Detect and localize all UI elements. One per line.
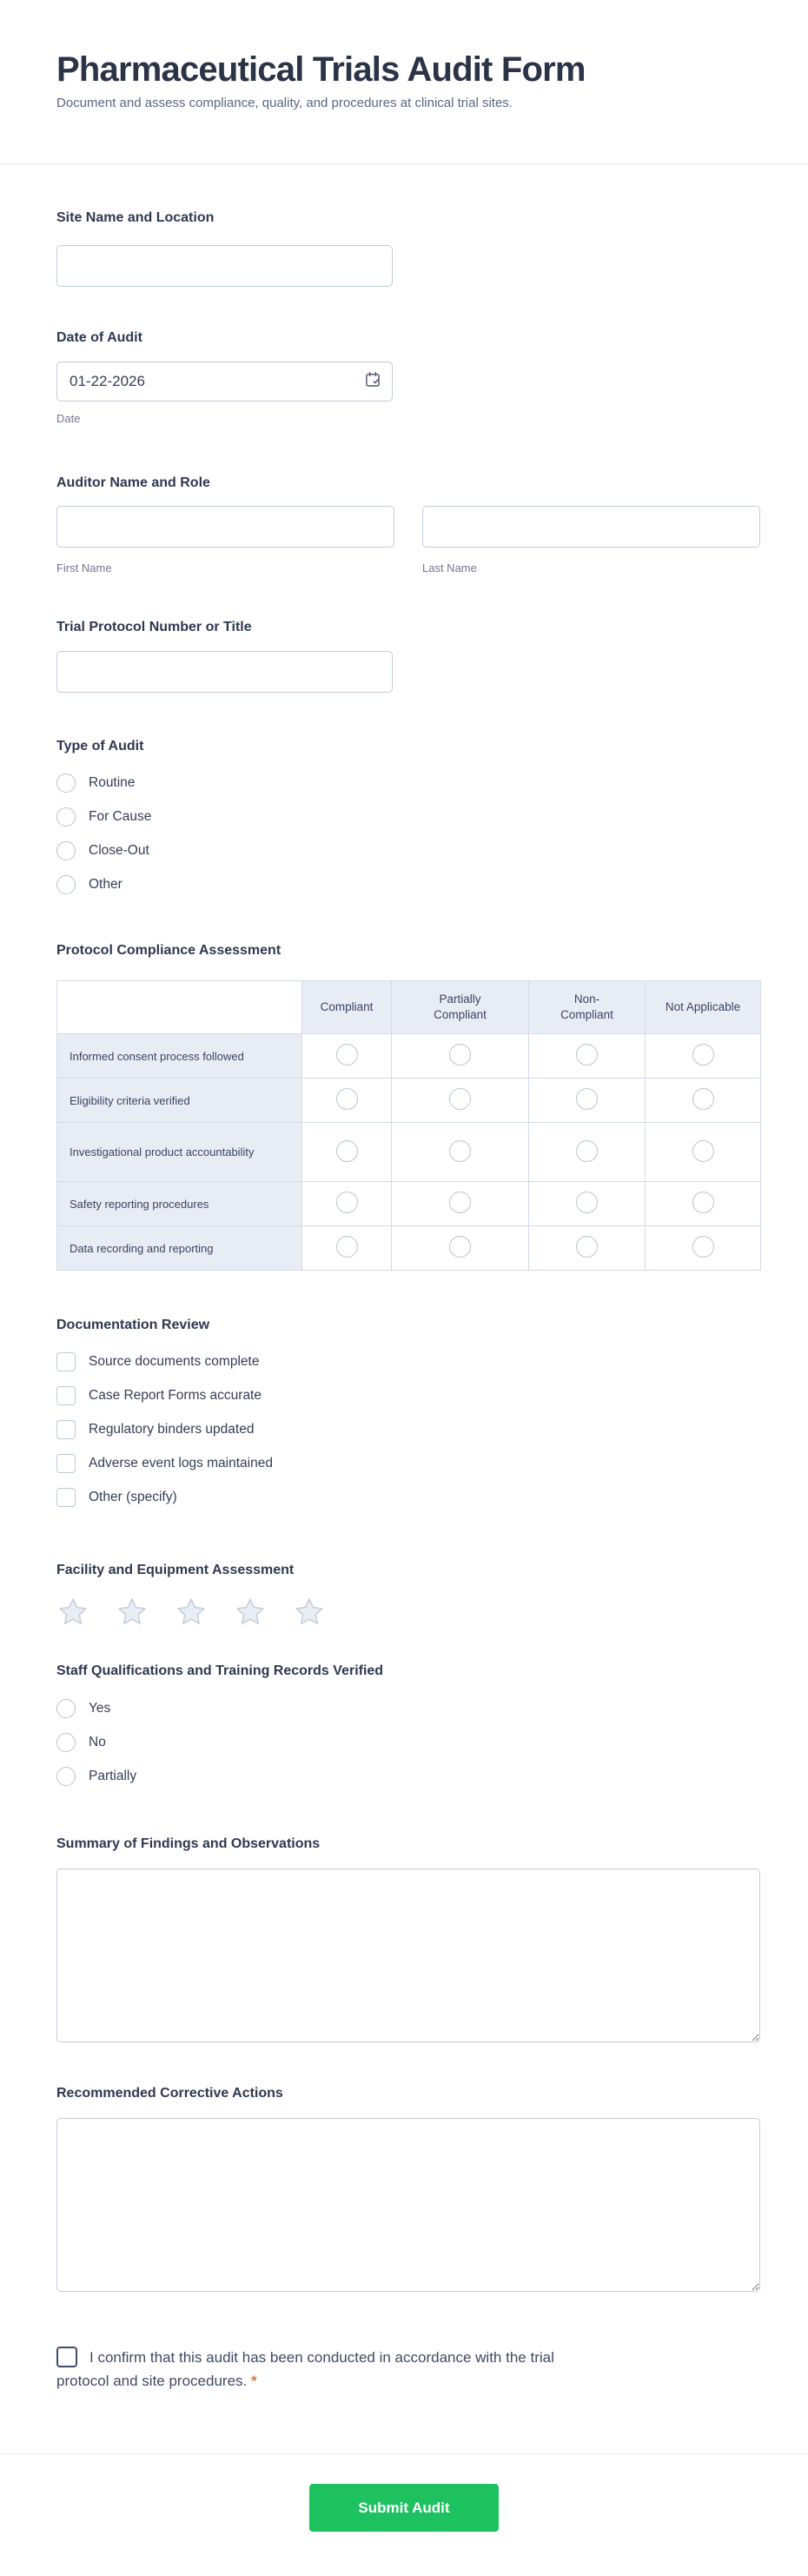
radio-button[interactable]	[56, 1767, 76, 1786]
option-label: No	[89, 1735, 106, 1749]
radio-button[interactable]	[336, 1044, 358, 1066]
radio-cell[interactable]	[392, 1123, 529, 1182]
radio-button[interactable]	[336, 1192, 358, 1213]
confirmation-text-line1: I confirm that this audit has been conducted in accordance with the trial	[89, 2349, 554, 2366]
confirmation-text-line2: protocol and site procedures.	[56, 2373, 248, 2389]
checkbox-option-regulatory-binders[interactable]	[56, 1420, 760, 1439]
radio-option-partially[interactable]	[56, 1767, 760, 1786]
radio-cell[interactable]	[392, 1079, 529, 1123]
radio-button[interactable]	[449, 1192, 471, 1213]
field-documentation-review	[56, 1317, 760, 1507]
star-rating	[56, 1596, 760, 1629]
confirmation-checkbox[interactable]	[56, 2347, 77, 2367]
star-icon[interactable]	[234, 1596, 267, 1629]
checkbox[interactable]	[56, 1454, 76, 1473]
radio-cell[interactable]	[529, 1226, 646, 1271]
radio-button[interactable]	[576, 1088, 598, 1110]
radio-option-no[interactable]	[56, 1733, 760, 1752]
radio-cell[interactable]	[302, 1182, 392, 1226]
star-icon[interactable]	[116, 1596, 149, 1629]
radio-button[interactable]	[576, 1192, 598, 1213]
auditor-name-label: Auditor Name and Role	[56, 475, 210, 490]
radio-cell[interactable]	[646, 1182, 761, 1226]
column-header-partially-compliant: Partially Compliant	[392, 981, 529, 1034]
field-compliance-matrix	[56, 942, 760, 1271]
radio-button[interactable]	[576, 1236, 598, 1258]
radio-cell[interactable]	[302, 1123, 392, 1182]
required-marker: *	[250, 2373, 257, 2389]
row-label: Investigational product accountability	[57, 1123, 302, 1182]
corrective-actions-textarea[interactable]	[56, 2118, 760, 2292]
site-name-label: Site Name and Location	[56, 210, 215, 225]
radio-button[interactable]	[56, 807, 76, 827]
row-label: Eligibility criteria verified	[57, 1079, 302, 1123]
audit-type-label: Type of Audit	[56, 739, 144, 754]
summary-label: Summary of Findings and Observations	[56, 1836, 321, 1851]
checkbox[interactable]	[56, 1488, 76, 1507]
table-header-row	[57, 981, 761, 1034]
radio-button[interactable]	[56, 1699, 76, 1718]
radio-button[interactable]	[692, 1088, 714, 1110]
table-row	[57, 1226, 761, 1271]
option-label: Yes	[89, 1701, 111, 1716]
compliance-matrix-label: Protocol Compliance Assessment	[56, 943, 281, 958]
option-label: Other	[89, 877, 123, 892]
field-facility-rating	[56, 1562, 760, 1629]
column-header-compliant: Compliant	[302, 981, 392, 1034]
radio-button[interactable]	[692, 1044, 714, 1066]
radio-button[interactable]	[336, 1088, 358, 1110]
site-name-input[interactable]	[56, 245, 393, 287]
radio-cell[interactable]	[302, 1034, 392, 1079]
audit-date-input[interactable]	[56, 362, 393, 402]
field-staff-qualifications	[56, 1663, 760, 1786]
corrective-actions-label: Recommended Corrective Actions	[56, 2086, 283, 2101]
radio-cell[interactable]	[392, 1182, 529, 1226]
radio-cell[interactable]	[392, 1226, 529, 1271]
radio-button[interactable]	[449, 1236, 471, 1258]
radio-button[interactable]	[56, 773, 76, 793]
radio-cell[interactable]	[646, 1034, 761, 1079]
option-label: Case Report Forms accurate	[89, 1388, 262, 1403]
checkbox[interactable]	[56, 1420, 76, 1439]
option-label: Regulatory binders updated	[89, 1422, 255, 1437]
checkbox-option-adverse-event-logs[interactable]	[56, 1454, 760, 1473]
documentation-review-label: Documentation Review	[56, 1318, 210, 1332]
option-label: Routine	[89, 775, 136, 790]
page-subtitle: Document and assess compliance, quality, and procedures at clinical trial sites.	[56, 96, 513, 110]
radio-button[interactable]	[576, 1044, 598, 1066]
facility-rating-label: Facility and Equipment Assessment	[56, 1563, 295, 1577]
radio-option-routine[interactable]	[56, 773, 760, 793]
field-summary	[56, 1836, 760, 2042]
radio-button[interactable]	[56, 1733, 76, 1752]
footer-divider	[0, 2453, 808, 2454]
radio-button[interactable]	[692, 1192, 714, 1213]
checkbox-option-other-specify[interactable]	[56, 1488, 760, 1507]
summary-textarea[interactable]	[56, 1869, 760, 2042]
row-label: Data recording and reporting	[57, 1226, 302, 1271]
field-corrective-actions	[56, 2085, 760, 2292]
option-label: Close-Out	[89, 843, 149, 858]
radio-button[interactable]	[336, 1236, 358, 1258]
first-name-sublabel: First Name	[56, 561, 112, 574]
audit-date-label: Date of Audit	[56, 330, 142, 345]
radio-button[interactable]	[336, 1140, 358, 1162]
star-icon[interactable]	[56, 1596, 89, 1629]
radio-button[interactable]	[449, 1140, 471, 1162]
page-title: Pharmaceutical Trials Audit Form	[56, 50, 586, 89]
field-confirmation	[56, 2346, 745, 2393]
radio-cell[interactable]	[529, 1034, 646, 1079]
last-name-input[interactable]	[422, 506, 760, 548]
date-sublabel: Date	[56, 412, 81, 425]
star-icon[interactable]	[175, 1596, 208, 1629]
checkbox-option-source-documents[interactable]	[56, 1352, 760, 1371]
radio-cell[interactable]	[646, 1123, 761, 1182]
radio-cell[interactable]	[529, 1079, 646, 1123]
table-row	[57, 1034, 761, 1079]
radio-option-for-cause[interactable]	[56, 807, 760, 827]
option-label: Source documents complete	[89, 1354, 260, 1369]
radio-cell[interactable]	[646, 1079, 761, 1123]
radio-cell[interactable]	[392, 1034, 529, 1079]
checkbox-option-case-report-forms[interactable]	[56, 1386, 760, 1405]
radio-cell[interactable]	[302, 1226, 392, 1271]
option-label: For Cause	[89, 809, 152, 824]
row-label: Safety reporting procedures	[57, 1182, 302, 1226]
field-audit-date	[56, 329, 760, 426]
radio-button[interactable]	[449, 1088, 471, 1110]
radio-button[interactable]	[576, 1140, 598, 1162]
table-row	[57, 1182, 761, 1226]
option-label: Partially	[89, 1769, 137, 1783]
trial-protocol-input[interactable]	[56, 651, 393, 693]
trial-protocol-label: Trial Protocol Number or Title	[56, 620, 252, 634]
column-header-not-applicable: Not Applicable	[646, 981, 761, 1034]
field-trial-protocol	[56, 619, 760, 693]
checkbox[interactable]	[56, 1352, 76, 1371]
radio-button[interactable]	[56, 875, 76, 894]
radio-button[interactable]	[449, 1044, 471, 1066]
radio-option-close-out[interactable]	[56, 841, 760, 860]
column-header-non-compliant: Non-Compliant	[529, 981, 646, 1034]
first-name-input[interactable]	[56, 506, 394, 548]
radio-cell[interactable]	[646, 1226, 761, 1271]
radio-button[interactable]	[56, 841, 76, 860]
radio-button[interactable]	[692, 1140, 714, 1162]
radio-cell[interactable]	[529, 1123, 646, 1182]
last-name-sublabel: Last Name	[422, 561, 477, 574]
radio-button[interactable]	[692, 1236, 714, 1258]
checkbox[interactable]	[56, 1386, 76, 1405]
radio-option-other[interactable]	[56, 875, 760, 894]
field-audit-type	[56, 738, 760, 894]
field-site-name	[56, 209, 760, 287]
compliance-table	[56, 980, 761, 1271]
star-icon[interactable]	[293, 1596, 326, 1629]
table-row	[57, 1079, 761, 1123]
table-corner-cell	[57, 981, 302, 1034]
submit-button[interactable]: Submit Audit	[309, 2484, 499, 2532]
form-header	[0, 0, 808, 113]
field-auditor-name	[56, 475, 760, 575]
radio-cell[interactable]	[302, 1079, 392, 1123]
option-label: Adverse event logs maintained	[89, 1456, 273, 1471]
radio-cell[interactable]	[529, 1182, 646, 1226]
staff-qualifications-label: Staff Qualifications and Training Records Verified	[56, 1663, 384, 1678]
row-label: Informed consent process followed	[57, 1034, 302, 1079]
radio-option-yes[interactable]	[56, 1699, 760, 1718]
calendar-icon[interactable]	[364, 371, 381, 393]
table-row	[57, 1123, 761, 1182]
option-label: Other (specify)	[89, 1490, 177, 1504]
header-divider	[0, 163, 808, 164]
